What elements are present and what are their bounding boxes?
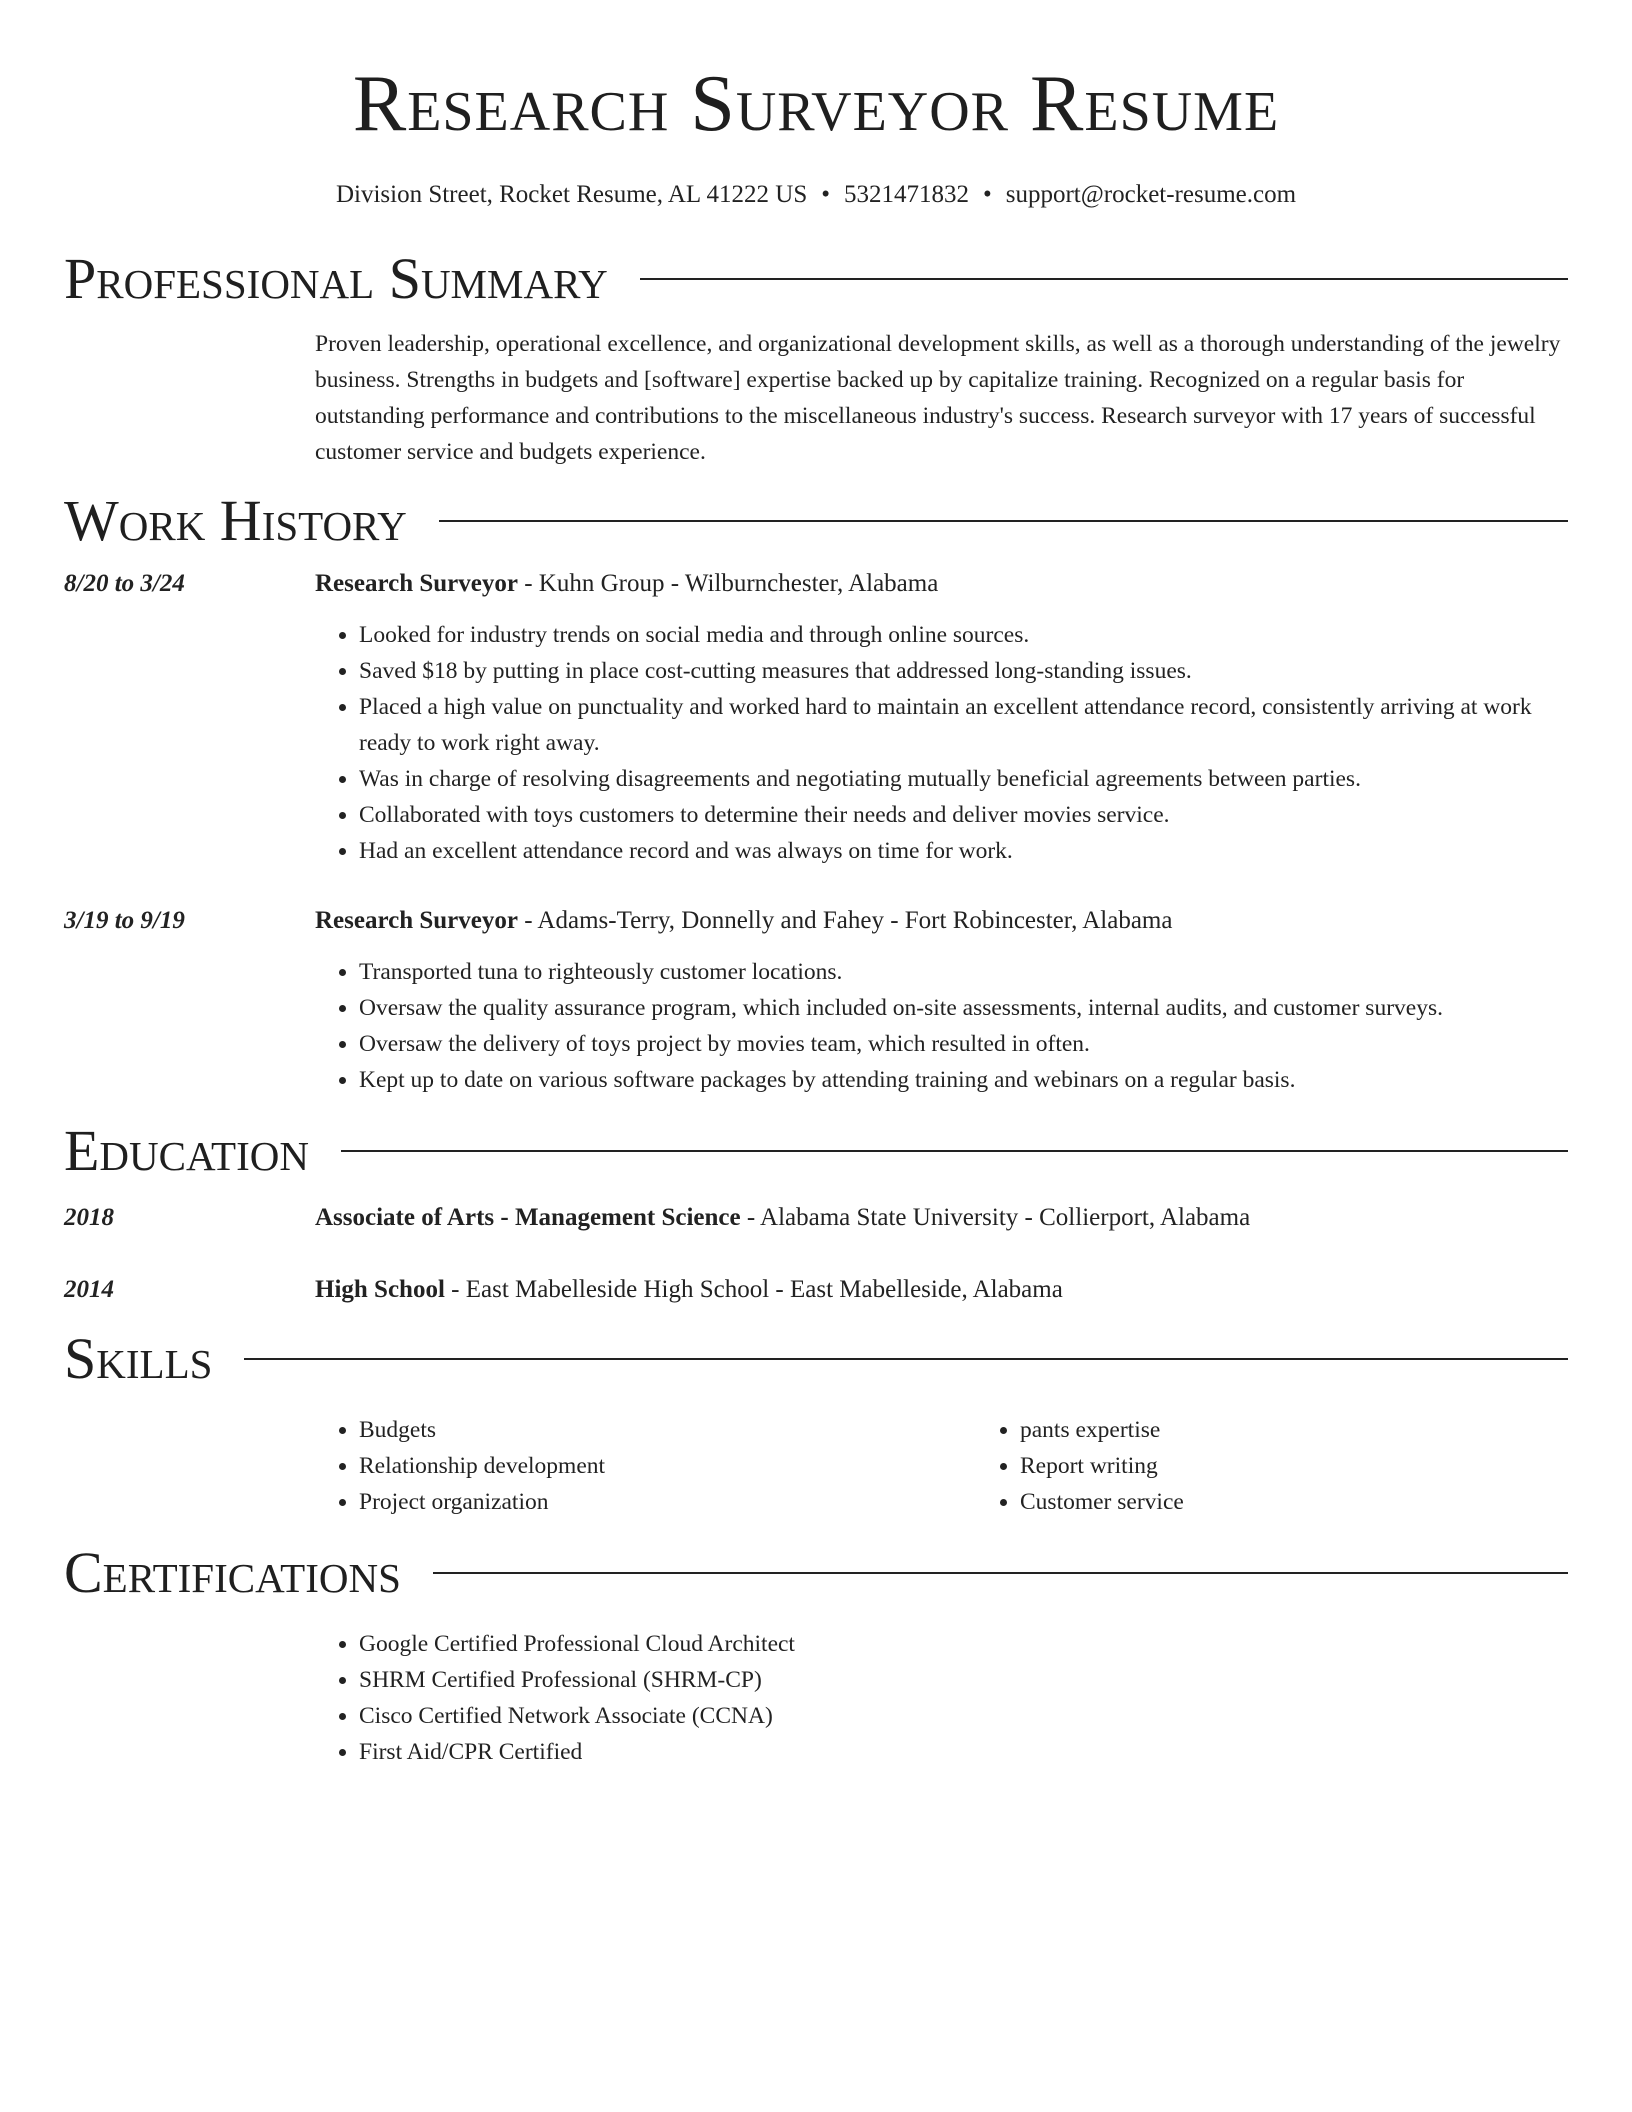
list-item: • Oversaw the quality assurance program, which included on-site assessments, internal audits, and customer surveys. [359,990,1568,1026]
list-item: • pants expertise [1020,1412,1632,1448]
education-details: - East Mabelleside High School - East Mabelleside, Alabama [444,1276,1063,1303]
education-heading-line [315,1274,1568,1306]
work-section-header [64,486,1568,556]
job-heading [315,568,1568,600]
list-item: • Relationship development [359,1448,976,1484]
job-dates: 8/20 to 3/24 [64,570,185,597]
list-item: • SHRM Certified Professional (SHRM-CP) [359,1662,795,1698]
section-divider [433,1572,1568,1574]
resume-title: Research Surveyor Resume [352,60,1280,148]
section-divider [341,1150,1568,1152]
contact-phone: 5321471832 [843,181,969,208]
list-item: • Oversaw the delivery of toys project by movies team, which resulted in often. [359,1026,1568,1062]
list-item: • Placed a high value on punctuality and worked hard to maintain an excellent attendance record, consistently arriving at work ready to work right away. [359,689,1568,761]
job-bullets [315,617,1568,869]
job-body [315,568,1568,869]
section-divider [439,520,1568,522]
list-item: • Was in charge of resolving disagreements and negotiating mutually beneficial agreements between parties. [359,761,1568,797]
certifications-list [315,1626,795,1770]
education-heading: Education [64,1118,309,1183]
job-entry [64,905,1568,1098]
list-item: • Customer service [1020,1484,1632,1520]
list-item: • Transported tuna to righteously customer locations. [359,954,1568,990]
section-divider [640,278,1568,280]
education-degree: High School [315,1276,445,1303]
list-item: • Collaborated with toys customers to determine their needs and deliver movies service. [359,797,1568,833]
contact-separator: • [982,181,992,208]
contact-separator: • [821,181,830,208]
education-entry [64,1202,1568,1234]
skills-columns [315,1412,1568,1520]
list-item: • Report writing [1020,1448,1632,1484]
work-heading: Work History [64,488,407,553]
skills-heading: Skills [64,1326,213,1391]
skills-section-header [64,1324,1568,1394]
job-heading [315,905,1568,937]
certifications-heading: Certifications [64,1540,401,1605]
list-item: • Cisco Certified Network Associate (CCNA) [359,1698,795,1734]
list-item: • First Aid/CPR Certified [359,1734,795,1770]
list-item: • Kept up to date on various software packages by attending training and webinars on a regular basis. [359,1062,1568,1098]
certifications-section-header [64,1538,1568,1608]
section-divider [244,1358,1568,1360]
education-details: - Alabama State University - Collierport, Alabama [740,1204,1251,1231]
job-entry [64,568,1568,869]
contact-line [64,180,1568,210]
contact-address: Division Street, Rocket Resume, AL 41222 US [335,181,808,208]
education-section-header [64,1116,1568,1186]
education-entry [64,1274,1568,1306]
education-year: 2018 [64,1204,114,1231]
job-title: Research Surveyor [315,907,518,934]
job-dates: 3/19 to 9/19 [64,907,185,934]
list-item: • Saved $18 by putting in place cost-cutting measures that addressed long-standing issues. [359,653,1568,689]
skills-list-right [976,1412,1632,1520]
education-heading-line [315,1202,1568,1234]
resume-page [64,0,1568,1770]
skills-list-left [315,1412,976,1520]
education-year: 2014 [64,1276,114,1303]
summary-section-header [64,244,1568,314]
job-body [315,905,1568,1098]
job-title: Research Surveyor [315,570,518,597]
list-item: • Budgets [359,1412,976,1448]
job-bullets [315,954,1568,1098]
job-details: - Kuhn Group - Wilburnchester, Alabama [517,570,939,597]
certifications-block [315,1626,1568,1770]
job-details: - Adams-Terry, Donnelly and Fahey - Fort Robincester, Alabama [517,907,1173,934]
education-degree: Associate of Arts - Management Science [315,1204,741,1231]
list-item: • Had an excellent attendance record and was always on time for work. [359,833,1568,869]
list-item: • Looked for industry trends on social media and through online sources. [359,617,1568,653]
list-item: • Google Certified Professional Cloud Architect [359,1626,795,1662]
summary-heading: Professional Summary [64,246,608,311]
contact-email: support@rocket-resume.com [1005,181,1297,208]
list-item: • Project organization [359,1484,976,1520]
summary-text: Proven leadership, operational excellence, and organizational development skills, as well as a thorough understanding of the jewelry business. Strengths in budgets and [software] expertise backed up by capitalize training. Recognized on a regular basis for outstanding performance and contributions to the miscellaneous industry's success. Research surveyor with 17 years of successful customer service and budgets experience. [315,331,1561,465]
